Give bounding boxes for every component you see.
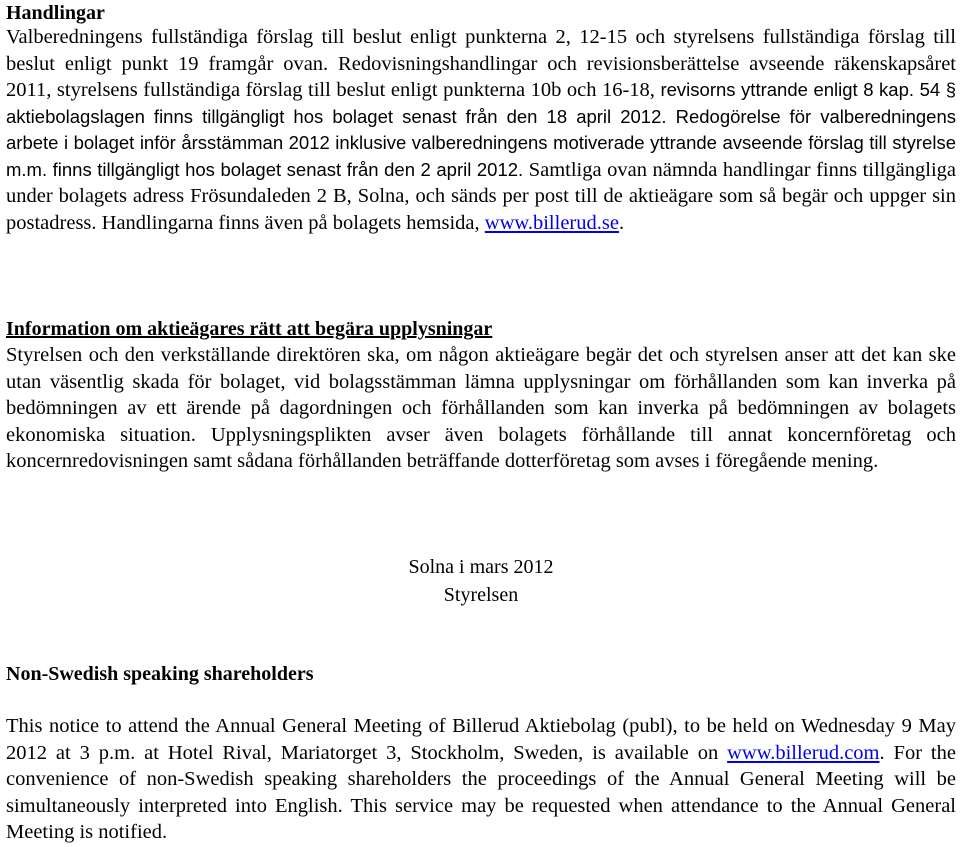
paragraph-handlingar-end: .	[618, 211, 625, 234]
signature-block	[6, 553, 956, 609]
paragraph-handlingar	[6, 24, 956, 236]
paragraph-non-swedish-part-a: This notice to attend the Annual General Meeting of Billerud Aktiebolag (publ), to be held on Wednesday 9 May 2012 at 3 p.m. at Hotel Rival, Mariatorget 3, Stockholm, Sweden, is available on	[6, 715, 956, 764]
section-heading-non-swedish: Non-Swedish speaking shareholders	[6, 663, 314, 685]
signature-signer: Styrelsen	[443, 584, 519, 606]
paragraph-information: Styrelsen och den verkställande direktören ska, om någon aktieägare begär det och styrelsen anser att det kan ske utan väsentlig skada för bolaget, vid bolagsstämman lämna upplysningar om förhållanden som kan inverka på bedömningen av ett ärende på dagordningen och förhållanden som kan inverka på bedömningen av bolagets ekonomiska situation. Upplysningsplikten avser även bolagets förhållande till annat koncernföretag och koncernredovisningen samt sådana förhållanden beträffande dotterföretag som avses i föregående mening.	[6, 344, 956, 472]
paragraph-non-swedish	[6, 713, 956, 846]
section-heading-handlingar: Handlingar	[6, 2, 105, 24]
signature-place-date: Solna i mars 2012	[408, 556, 554, 578]
paragraph-handlingar-part-a: Valberedningens fullständiga förslag till beslut enligt punkterna 2, 12-15 och styrelsens fullständiga förslag till beslut enligt punkt 19 framgår ovan. Redovisningshandlingar och revisionsberättelse avseende räkenskapsåret 2011, styrelsens fullständiga förslag till beslut enligt punkterna 10b och 16-18,	[6, 26, 956, 101]
billerud-se-link[interactable]: www.billerud.se	[484, 211, 619, 234]
paragraph-handlingar-part-b: revisorns yttrande enligt 8 kap. 54 § aktiebolagslagen finns tillgängligt hos bolaget senast från den 18 april 2012. Redogörelse för valberedningens arbete i bolaget inför årsstämman 2012 inklusive valberedningens motiverade yttrande avseende förslag till styrelse m.m. finns tillgängligt hos bolaget senast från den 2 april 2012.	[6, 79, 956, 180]
paragraph-non-swedish-part-b: . For the convenience of non-Swedish speaking shareholders the proceedings of the Annual General Meeting will be simultaneously interpreted into English. This service may be requested when attendance to the Annual General Meeting is notified.	[6, 741, 956, 843]
paragraph-handlingar-part-c: Samtliga ovan nämnda handlingar finns tillgängliga under bolagets adress Frösundaleden 2 B, Solna, och sänds per post till de aktieägare som så begär och uppger sin postadress. Handlingarna finns även på bolagets hemsida,	[6, 158, 956, 234]
section-heading-information: Information om aktieägares rätt att begära upplysningar	[6, 318, 493, 340]
billerud-com-link[interactable]: www.billerud.com	[727, 741, 880, 764]
